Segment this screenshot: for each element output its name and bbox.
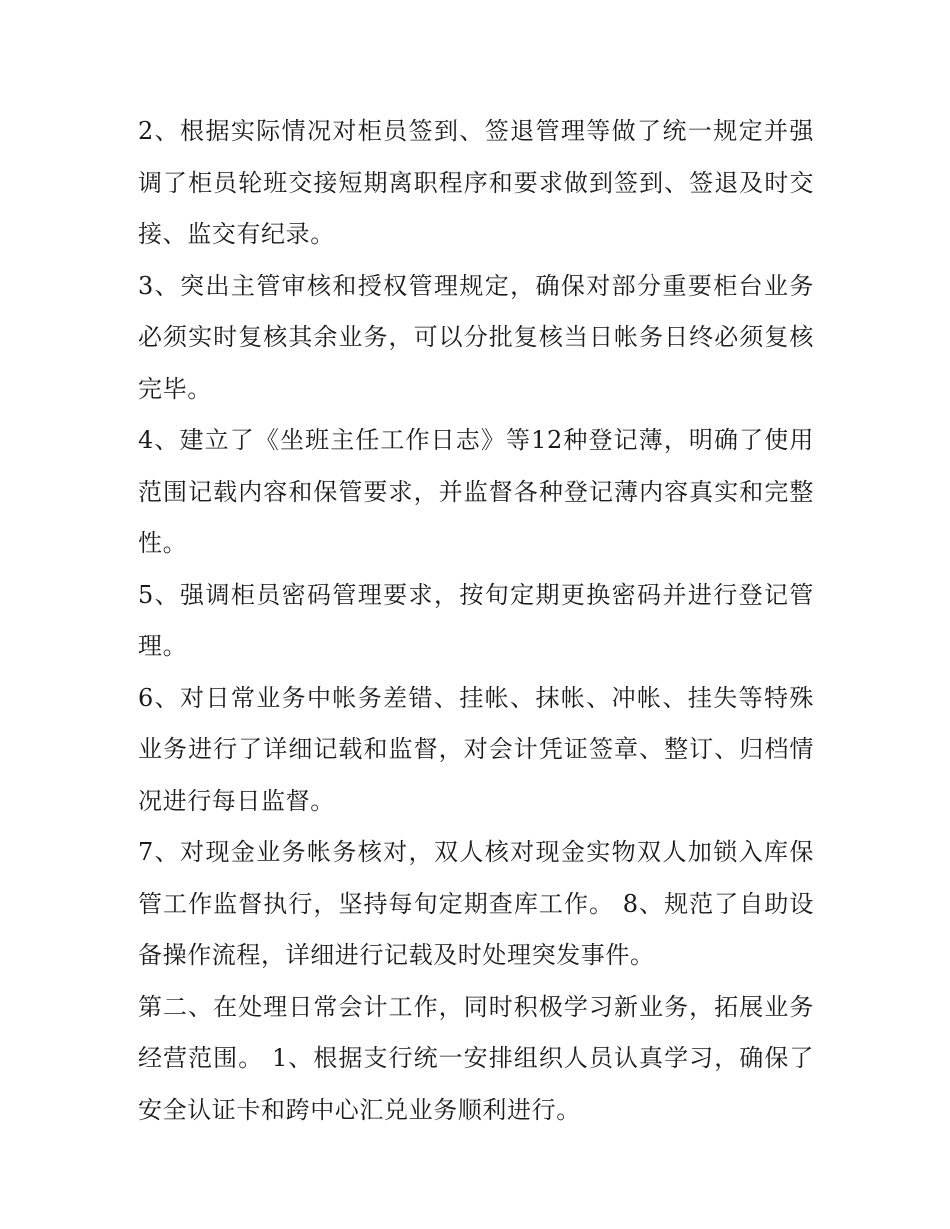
paragraph-item-6: 6、对日常业务中帐务差错、挂帐、抹帐、冲帐、挂失等特殊业务进行了详细记载和监督，对会计凭证签章、整订、归档情况进行每日监督。: [138, 683, 814, 815]
paragraph-item-7-8: 7、对现金业务帐务核对，双人核对现金实物双人加锁入库保管工作监督执行，坚持每旬定期查库工作。 8、规范了自助设备操作流程，详细进行记载及时处理突发事件。: [138, 838, 814, 969]
paragraph-section-two: 第二、在处理日常会计工作，同时积极学习新业务，拓展业务经营范围。 1、根据支行统一安排组织人员认真学习，确保了安全认证卡和跨中心汇兑业务顺利进行。: [138, 992, 814, 1124]
document-body: [138, 106, 814, 1136]
paragraph-item-3: 3、突出主管审核和授权管理规定，确保对部分重要柜台业务必须实时复核其余业务，可以分批复核当日帐务日终必须复核完毕。: [138, 271, 814, 403]
paragraph-item-5: 5、强调柜员密码管理要求，按旬定期更换密码并进行登记管理。: [138, 580, 814, 660]
paragraph-item-4: 4、建立了《坐班主任工作日志》等12种登记薄，明确了使用范围记载内容和保管要求，并监督各种登记薄内容真实和完整性。: [138, 426, 814, 557]
paragraph-item-2: 2、根据实际情况对柜员签到、签退管理等做了统一规定并强调了柜员轮班交接短期离职程序和要求做到签到、签退及时交接、监交有纪录。: [138, 117, 814, 248]
